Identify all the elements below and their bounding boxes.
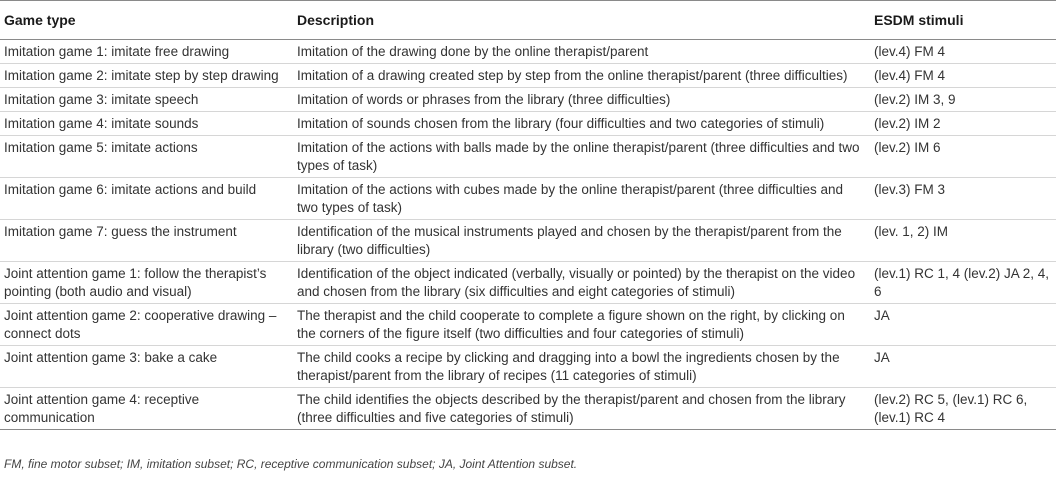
cell-description: Imitation of a drawing created step by step from the online therapist/parent (three difficulties) xyxy=(295,64,870,88)
table-row xyxy=(0,262,1056,304)
table-row xyxy=(0,88,1056,112)
cell-description: The child identifies the objects described by the therapist/parent and chosen from the library (three difficulties and five categories of stimuli) xyxy=(295,388,870,430)
cell-description: Imitation of the actions with cubes made by the online therapist/parent (three difficulties and two types of task) xyxy=(295,178,870,220)
cell-description: The therapist and the child cooperate to complete a figure shown on the right, by clicking on the corners of the figure itself (two difficulties and four categories of stimuli) xyxy=(295,304,870,346)
cell-game-type: Imitation game 1: imitate free drawing xyxy=(0,40,295,64)
cell-game-type: Joint attention game 4: receptive communication xyxy=(0,388,295,430)
cell-game-type: Joint attention game 1: follow the therapist’s pointing (both audio and visual) xyxy=(0,262,295,304)
cell-game-type: Imitation game 2: imitate step by step drawing xyxy=(0,64,295,88)
cell-esdm-stimuli: (lev. 1, 2) IM xyxy=(870,220,1056,262)
header-esdm-stimuli: ESDM stimuli xyxy=(870,1,1056,40)
cell-esdm-stimuli: JA xyxy=(870,304,1056,346)
cell-description: Imitation of the drawing done by the online therapist/parent xyxy=(295,40,870,64)
cell-game-type: Imitation game 6: imitate actions and build xyxy=(0,178,295,220)
cell-description: Identification of the musical instruments played and chosen by the therapist/parent from the library (two difficulties) xyxy=(295,220,870,262)
cell-description: Identification of the object indicated (verbally, visually or pointed) by the therapist on the video and chosen from the library (six difficulties and eight categories of stimuli) xyxy=(295,262,870,304)
cell-esdm-stimuli: (lev.2) IM 3, 9 xyxy=(870,88,1056,112)
header-game-type: Game type xyxy=(0,1,295,40)
cell-game-type: Imitation game 3: imitate speech xyxy=(0,88,295,112)
header-description: Description xyxy=(295,1,870,40)
cell-description: The child cooks a recipe by clicking and dragging into a bowl the ingredients chosen by the therapist/parent from the library of recipes (11 categories of stimuli) xyxy=(295,346,870,388)
table-row xyxy=(0,346,1056,388)
cell-esdm-stimuli: (lev.2) RC 5, (lev.1) RC 6, (lev.1) RC 4 xyxy=(870,388,1056,430)
cell-description: Imitation of words or phrases from the library (three difficulties) xyxy=(295,88,870,112)
cell-game-type: Imitation game 4: imitate sounds xyxy=(0,112,295,136)
table-row xyxy=(0,64,1056,88)
cell-esdm-stimuli: (lev.1) RC 1, 4 (lev.2) JA 2, 4, 6 xyxy=(870,262,1056,304)
cell-esdm-stimuli: (lev.3) FM 3 xyxy=(870,178,1056,220)
cell-esdm-stimuli: JA xyxy=(870,346,1056,388)
table-row xyxy=(0,112,1056,136)
table-row xyxy=(0,220,1056,262)
table-row xyxy=(0,388,1056,430)
cell-esdm-stimuli: (lev.2) IM 6 xyxy=(870,136,1056,178)
table-row xyxy=(0,304,1056,346)
cell-game-type: Imitation game 7: guess the instrument xyxy=(0,220,295,262)
cell-description: Imitation of the actions with balls made by the online therapist/parent (three difficulties and two types of task) xyxy=(295,136,870,178)
table-row xyxy=(0,40,1056,64)
cell-description: Imitation of sounds chosen from the library (four difficulties and two categories of stimuli) xyxy=(295,112,870,136)
cell-game-type: Imitation game 5: imitate actions xyxy=(0,136,295,178)
cell-game-type: Joint attention game 2: cooperative drawing – connect dots xyxy=(0,304,295,346)
cell-esdm-stimuli: (lev.2) IM 2 xyxy=(870,112,1056,136)
table-row xyxy=(0,178,1056,220)
table-row xyxy=(0,136,1056,178)
table-header-row xyxy=(0,1,1056,40)
cell-game-type: Joint attention game 3: bake a cake xyxy=(0,346,295,388)
cell-esdm-stimuli: (lev.4) FM 4 xyxy=(870,64,1056,88)
table-footnote: FM, fine motor subset; IM, imitation subset; RC, receptive communication subset; JA, Joint Attention subset. xyxy=(4,457,578,471)
cell-esdm-stimuli: (lev.4) FM 4 xyxy=(870,40,1056,64)
